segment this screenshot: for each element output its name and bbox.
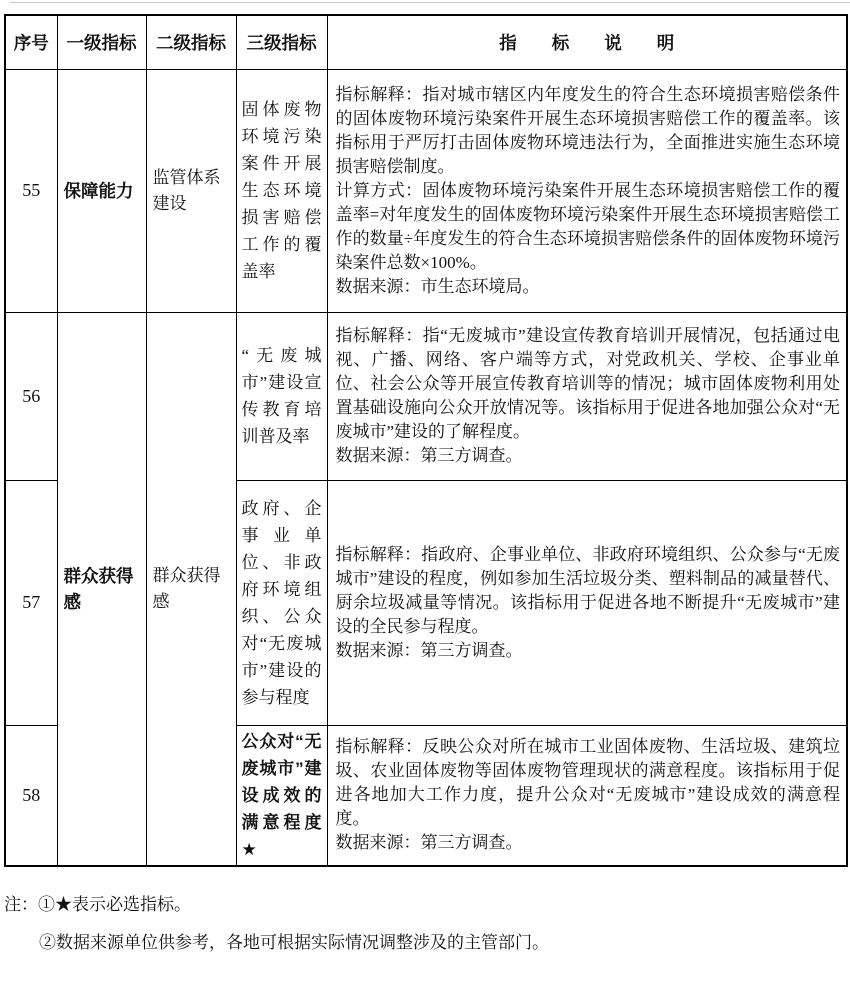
description-cell-57 bbox=[327, 480, 847, 725]
table-header-row bbox=[5, 15, 847, 69]
col-header-level3: 三级指标 bbox=[236, 15, 327, 69]
level3-cell-56: “无废城市”建设宣传教育培训普及率 bbox=[236, 312, 327, 480]
desc-paragraph-source: 数据来源：市生态环境局。 bbox=[335, 276, 540, 296]
col-header-serial: 序号 bbox=[5, 15, 57, 69]
description-cell-58 bbox=[327, 725, 847, 866]
col-header-level1: 一级指标 bbox=[57, 15, 146, 69]
serial-cell-55: 55 bbox=[5, 69, 57, 312]
serial-cell-57: 57 bbox=[5, 480, 57, 725]
page-top-rule bbox=[10, 2, 850, 3]
desc-paragraph-source: 数据来源：第三方调查。 bbox=[335, 833, 523, 852]
desc-paragraph-explanation: 指标解释：指对城市辖区内年度发生的符合生态环境损害赔偿条件的固体废物环境污染案件开展生态环境损害赔偿工作的覆盖率。该指标用于严厉打击固体废物环境违法行为，全面推进实施生态环境损害赔偿制度。 bbox=[335, 84, 840, 176]
desc-paragraph-explanation: 指标解释：指“无废城市”建设宣传教育培训开展情况，包括通过电视、广播、网络、客户端等方式，对党政机关、学校、企事业单位、社会公众等开展宣传教育培训等的情况；城市固体废物利用处置基础设施向公众开放情况等。该指标用于促进各地加强公众对“无废城市”建设的了解程度。 bbox=[335, 326, 840, 441]
col-header-description: 指 标 说 明 bbox=[327, 15, 847, 69]
level2-cell-row55: 监管体系建设 bbox=[146, 69, 236, 312]
desc-paragraph-explanation: 指标解释：指政府、企事业单位、非政府环境组织、公众参与“无废城市”建设的程度，例如参加生活垃圾分类、塑料制品的减量替代、厨余垃圾减量等情况。该指标用于促进各地不断提升“无废城市”建设的全民参与程度。 bbox=[335, 544, 840, 636]
desc-paragraph-calculation: 计算方式：固体废物环境污染案件开展生态环境损害赔偿工作的覆盖率=对年度发生的固体废物环境污染案件开展生态环境损害赔偿工作的数量÷年度发生的符合生态环境损害赔偿条件的固体废物环境污染案件总数×100%。 bbox=[335, 180, 840, 272]
indicator-table bbox=[4, 14, 848, 867]
serial-cell-58: 58 bbox=[5, 725, 57, 866]
level1-cell-row55: 保障能力 bbox=[57, 69, 146, 312]
col-header-level2: 二级指标 bbox=[146, 15, 236, 69]
description-cell-56 bbox=[327, 312, 847, 480]
desc-paragraph-explanation: 指标解释：反映公众对所在城市工业固体废物、生活垃圾、建筑垃圾、农业固体废物等固体废物管理现状的满意程度。该指标用于促进各地加大工作力度，提升公众对“无废城市”建设成效的满意程度。 bbox=[335, 737, 840, 828]
footnote-1: 注：①★表示必选指标。 bbox=[4, 895, 191, 914]
description-cell-55 bbox=[327, 69, 847, 312]
level2-cell-rows56-58: 群众获得感 bbox=[146, 312, 236, 866]
desc-paragraph-source: 数据来源：第三方调查。 bbox=[335, 446, 523, 465]
serial-cell-56: 56 bbox=[5, 312, 57, 480]
level3-cell-57: 政府、企事业单位、非政府环境组织、公众对“无废城市”建设的参与程度 bbox=[236, 480, 327, 725]
table-row-55 bbox=[5, 69, 847, 312]
level3-cell-58: 公众对“无废城市”建设成效的满意程度★ bbox=[236, 725, 327, 866]
footnote-2: ②数据来源单位供参考，各地可根据实际情况调整涉及的主管部门。 bbox=[39, 933, 549, 952]
desc-paragraph-source: 数据来源：第三方调查。 bbox=[335, 640, 523, 660]
footnotes bbox=[4, 894, 804, 954]
level3-cell-55: 固体废物环境污染案件开展生态环境损害赔偿工作的覆盖率 bbox=[236, 69, 327, 312]
table-row-56 bbox=[5, 312, 847, 480]
level1-cell-rows56-58: 群众获得感 bbox=[57, 312, 146, 866]
